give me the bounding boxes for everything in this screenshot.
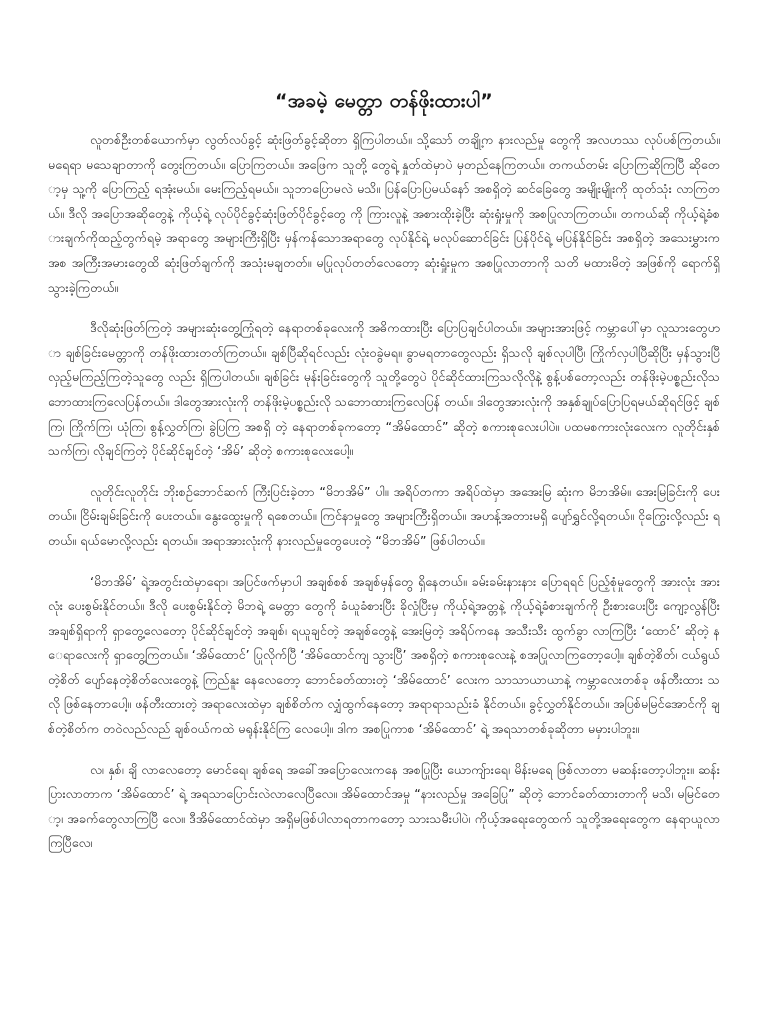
paragraph-3: လူတိုင်းလူတိုင်း ဘိုးစဉ်ဘောင်ဆက် ကြီးပြင်းခဲ့တာ “မိဘအိမ်” ပါ။ အရိပ်တကာ အရိပ်ထဲမှာ အအေးမြ ဆုံးက မိဘအိမ်။ အေးမြခြင်းကို ပေးတယ်။ ငြိမ်းချမ်းခြင်းကို ပေးတယ်။ နွေးထွေးမှုကို ရစေတယ်။ ကြင်နာမှုတွေ အများကြီးရှိတယ်။ အဟန့်အတားမရှိ ပျော်ရွှင်လို့ရတယ်။ ငိုကြွေးလို့လည်း ရတယ်။ ရယ်မောလို့လည်း ရတယ်။ အရာအားလုံးကို နားလည်မှုတွေပေးတဲ့ “မိဘအိမ်” ဖြစ်ပါတယ်။ xyxy=(48,483,720,548)
document-page xyxy=(48,86,720,1016)
document-title: “အခမဲ့ မေတ္တာ တန်ဖိုးထားပါ” xyxy=(274,90,493,112)
paragraph-5: လ၊ နှစ်၊ ချိ လာလေတော့ မောင်ရေ၊ ချစ်ရေ အခေါ်အပြောလေးကနေ အစပြုပြီး ယောကျ်ားရေ၊ မိန်းမရေ ဖြစ်လာတာ မဆန်းတော့ပါဘူး။ ဆန်းပြားလာတာက ‘အိမ်ထောင်’ ရဲ့ အရသာပြောင်းလဲလာလေပြီလေ။ အိမ်ထောင်အမှု “နားလည်မှု အခြေပြု” ဆိုတဲ့ ဘောင်ခတ်ထားတာကို မသိ၊ မမြင်တော့၊ အခက်တွေလာကြပြီ လေ။ ဒီအိမ်ထောင်ထဲမှာ အရှိမဖြစ်ပါလာရတာကတော့ သားသမီးပါပဲ၊ ကိုယ့်အရေးတွေထက် သူတို့အရေးတွေက နေရာယူလာကြပြီလေ၊ xyxy=(48,761,720,851)
paragraph-2: ဒီလိုဆုံးဖြတ်ကြတဲ့ အများဆုံးတွေ့ကြုံရတဲ့ နေရာတစ်ခုလေးကို အဓိကထားပြီး ပြောပြချင်ပါတယ်။ အများအားဖြင့် ကမ္ဘာပေါ်မှာ လူသားတွေဟာ ချစ်ခြင်းမေတ္တာကို တန်ဖိုးထားတတ်ကြတယ်။ ချစ်ပြီဆိုရင်လည်း လုံးဝခွဲမရ။ ခွာမရတာတွေလည်း ရှိသလို ချစ်လုပါပြီ၊ ကြိုက်လှပါပြီဆိုပြီး မှန်သွားပြီ လှည့်မကြည့်ကြတဲ့သူတွေ လည်း ရှိကြပါတယ်။ ချစ်ခြင်း မုန်းခြင်းတွေကို သူတို့တွေပဲ ပိုင်ဆိုင်ထားကြသလိုလိုနဲ့ စွန့်ပစ်တော့လည်း တန်ဖိုးမဲ့ပစ္စည်းလိုသဘောထားကြလေပြန်တယ်။ ဒါတွေအားလုံးကို တန်ဖိုးမဲ့ပစ္စည်းလို သဘောထားကြလေပြန် တယ်။ ဒါတွေအားလုံးကို အနှစ်ချုပ်ပြောပြရမယ်ဆိုရင်ဖြင့် ချစ်ကြ၊ ကြိုက်ကြ၊ ယုံကြ၊ စွန့်လွှတ်ကြ၊ ခွဲပြကြ အစရှိ တဲ့ နေရာတစ်ခုကတော့ “အိမ်ထောင်” ဆိုတဲ့ စကားစုလေးပါပဲ။ ပထမစကားလုံးလေးက လူတိုင်းနှစ်သက်ကြ၊ လိုချင်ကြတဲ့ ပိုင်ဆိုင်ချင်တဲ့ ‘အိမ်’ ဆိုတဲ့ စကားစုလေးပေါ့။ xyxy=(48,320,720,459)
paragraph-1: လူတစ်ဦးတစ်ယောက်မှာ လွတ်လပ်ခွင့် ဆုံးဖြတ်ခွင့်ဆိုတာ ရှိကြပါတယ်။ သို့သော် တချို့က နားလည်မှု တွေကို အလဟဿ လုပ်ပစ်ကြတယ်။ မရေရာ မသေချာတာကို တွေးကြတယ်။ ပြောကြတယ်။ အဖြေက သူတို့ တွေရဲ့ နှုတ်ထဲမှာပဲ မှတည်နေကြတယ်။ တကယ်တမ်း ပြောကြဆိုကြပြီ ဆိုတော့မှ သူ့ကို ပြောကြည့် ရအုံးမယ်။ မေးကြည့်ရမယ်။ သူဘာပြောမလဲ မသိ။ ပြန်ပြောပြမယ်နော် အစရှိတဲ့ ဆင်ခြေတွေ အမျိုးမျိုးကို ထုတ်သုံး လာကြတယ်။ ဒီလို အပြောအဆိုတွေနဲ့ ကိုယ့်ရဲ့ လုပ်ပိုင်ခွင့်ဆုံးဖြတ်ပိုင်ခွင့်တွေ ကို ကြားလူနဲ့ အစားထိုးခဲ့ပြီး ဆုံးရှုံးမှုကို အစပြုလာကြတယ်။ တကယ်ဆို ကိုယ့်ရဲ့ခံစားချက်ကိုထည့်တွက်ရမဲ့ အရာတွေ အများကြီးရှိပြီး မှန်ကန်သောအရာတွေ လုပ်နိုင်ရဲ့ မလုပ်ဆောင်ခြင်း ပြန်ပိုင်ရဲ့ မပြန်နိုင်ခြင်း အစရှိတဲ့ အသေးမွှားက အစ အကြီးအမားတွေထိ ဆုံးဖြတ်ချက်ကို အသုံးမချတတ်။ မပြုလုပ်တတ်လေတော့ ဆုံးရှုံးမှုက အစပြုလာတာကို သတိ မထားမိတဲ့ အဖြစ်ကို ရောက်ရှိသွားခဲ့ကြတယ်။ xyxy=(48,132,720,295)
paragraph-4: ‘မိဘအိမ်’ ရဲ့အတွင်းထဲမှာရော၊ အပြင်ဖက်မှာပါ အချစ်စစ် အချစ်မှန်တွေ ရှိနေတယ်။ ခမ်းခမ်းနားနား ပြောရရင် ပြည့်စုံမှုတွေကို အားလုံး အားလုံး ပေးစွမ်းနိုင်တယ်။ ဒီလို ပေးစွမ်းနိုင်တဲ့ မိဘရဲ့ မေတ္တာ တွေကို ခံယူခံစားပြီး ခိုလှုံပြီးမှ ကိုယ့်ရဲ့အတ္တနဲ့ ကိုယ့်ရဲ့ခံစားချက်ကို ဦးစားပေးပြီး ကျော့လွန်ပြီး အချစ်ရှိရာကို ရှာတွေ့လေတော့ ပိုင်ဆိုင်ချင်တဲ့ အချစ်၊ ရယူချင်တဲ့ အချစ်တွေနဲ့ အေးမြတဲ့ အရိပ်ကနေ အသီးသီး ထွက်ခွာ လာကြပြီး ‘ထောင်’ ဆိုတဲ့ နေရာလေးကို ရှာတွေ့ကြတယ်။ ‘အိမ်ထောင်’ ပြုလိုက်ပြီ ‘အိမ်ထောင်ကျ သွားပြီ’ အစရှိတဲ့ စကားစုလေးနဲ့ စအပြုလာကြတော့ပေါ့။ ချစ်တဲ့စိတ်၊ ငယ်ရွယ်တဲ့စိတ် ပျော်နေတဲ့စိတ်လေးတွေနဲ့ ကြည်နူး နေလေတော့ ဘောင်ခတ်ထားတဲ့ ‘အိမ်ထောင်’ လေးက သာသာယာယာနဲ့ ကမ္ဘာလေးတစ်ခု ဖန်တီးထား သလို ဖြစ်နေတာပေါ့။ ဖန်တီးထားတဲ့ အရာလေးထဲမှာ ချစ်စိတ်က လျှံထွက်နေတော့ အရာရာသည်းခံ နိုင်တယ်။ ခွင့်လွှတ်နိုင်တယ်။ အပြစ်မမြင်အောင်ကို ချစ်တဲ့စိတ်က တဝဲလည်လည် ချစ်ဝယ်ကထဲ မရုန်းနိုင်ကြ လေပေါ့။ ဒါက အစပြုကာစ ‘အိမ်ထောင်’ ရဲ့ အရသာတစ်ခုဆိုတာ မမှားပါဘူး။ xyxy=(48,573,720,737)
